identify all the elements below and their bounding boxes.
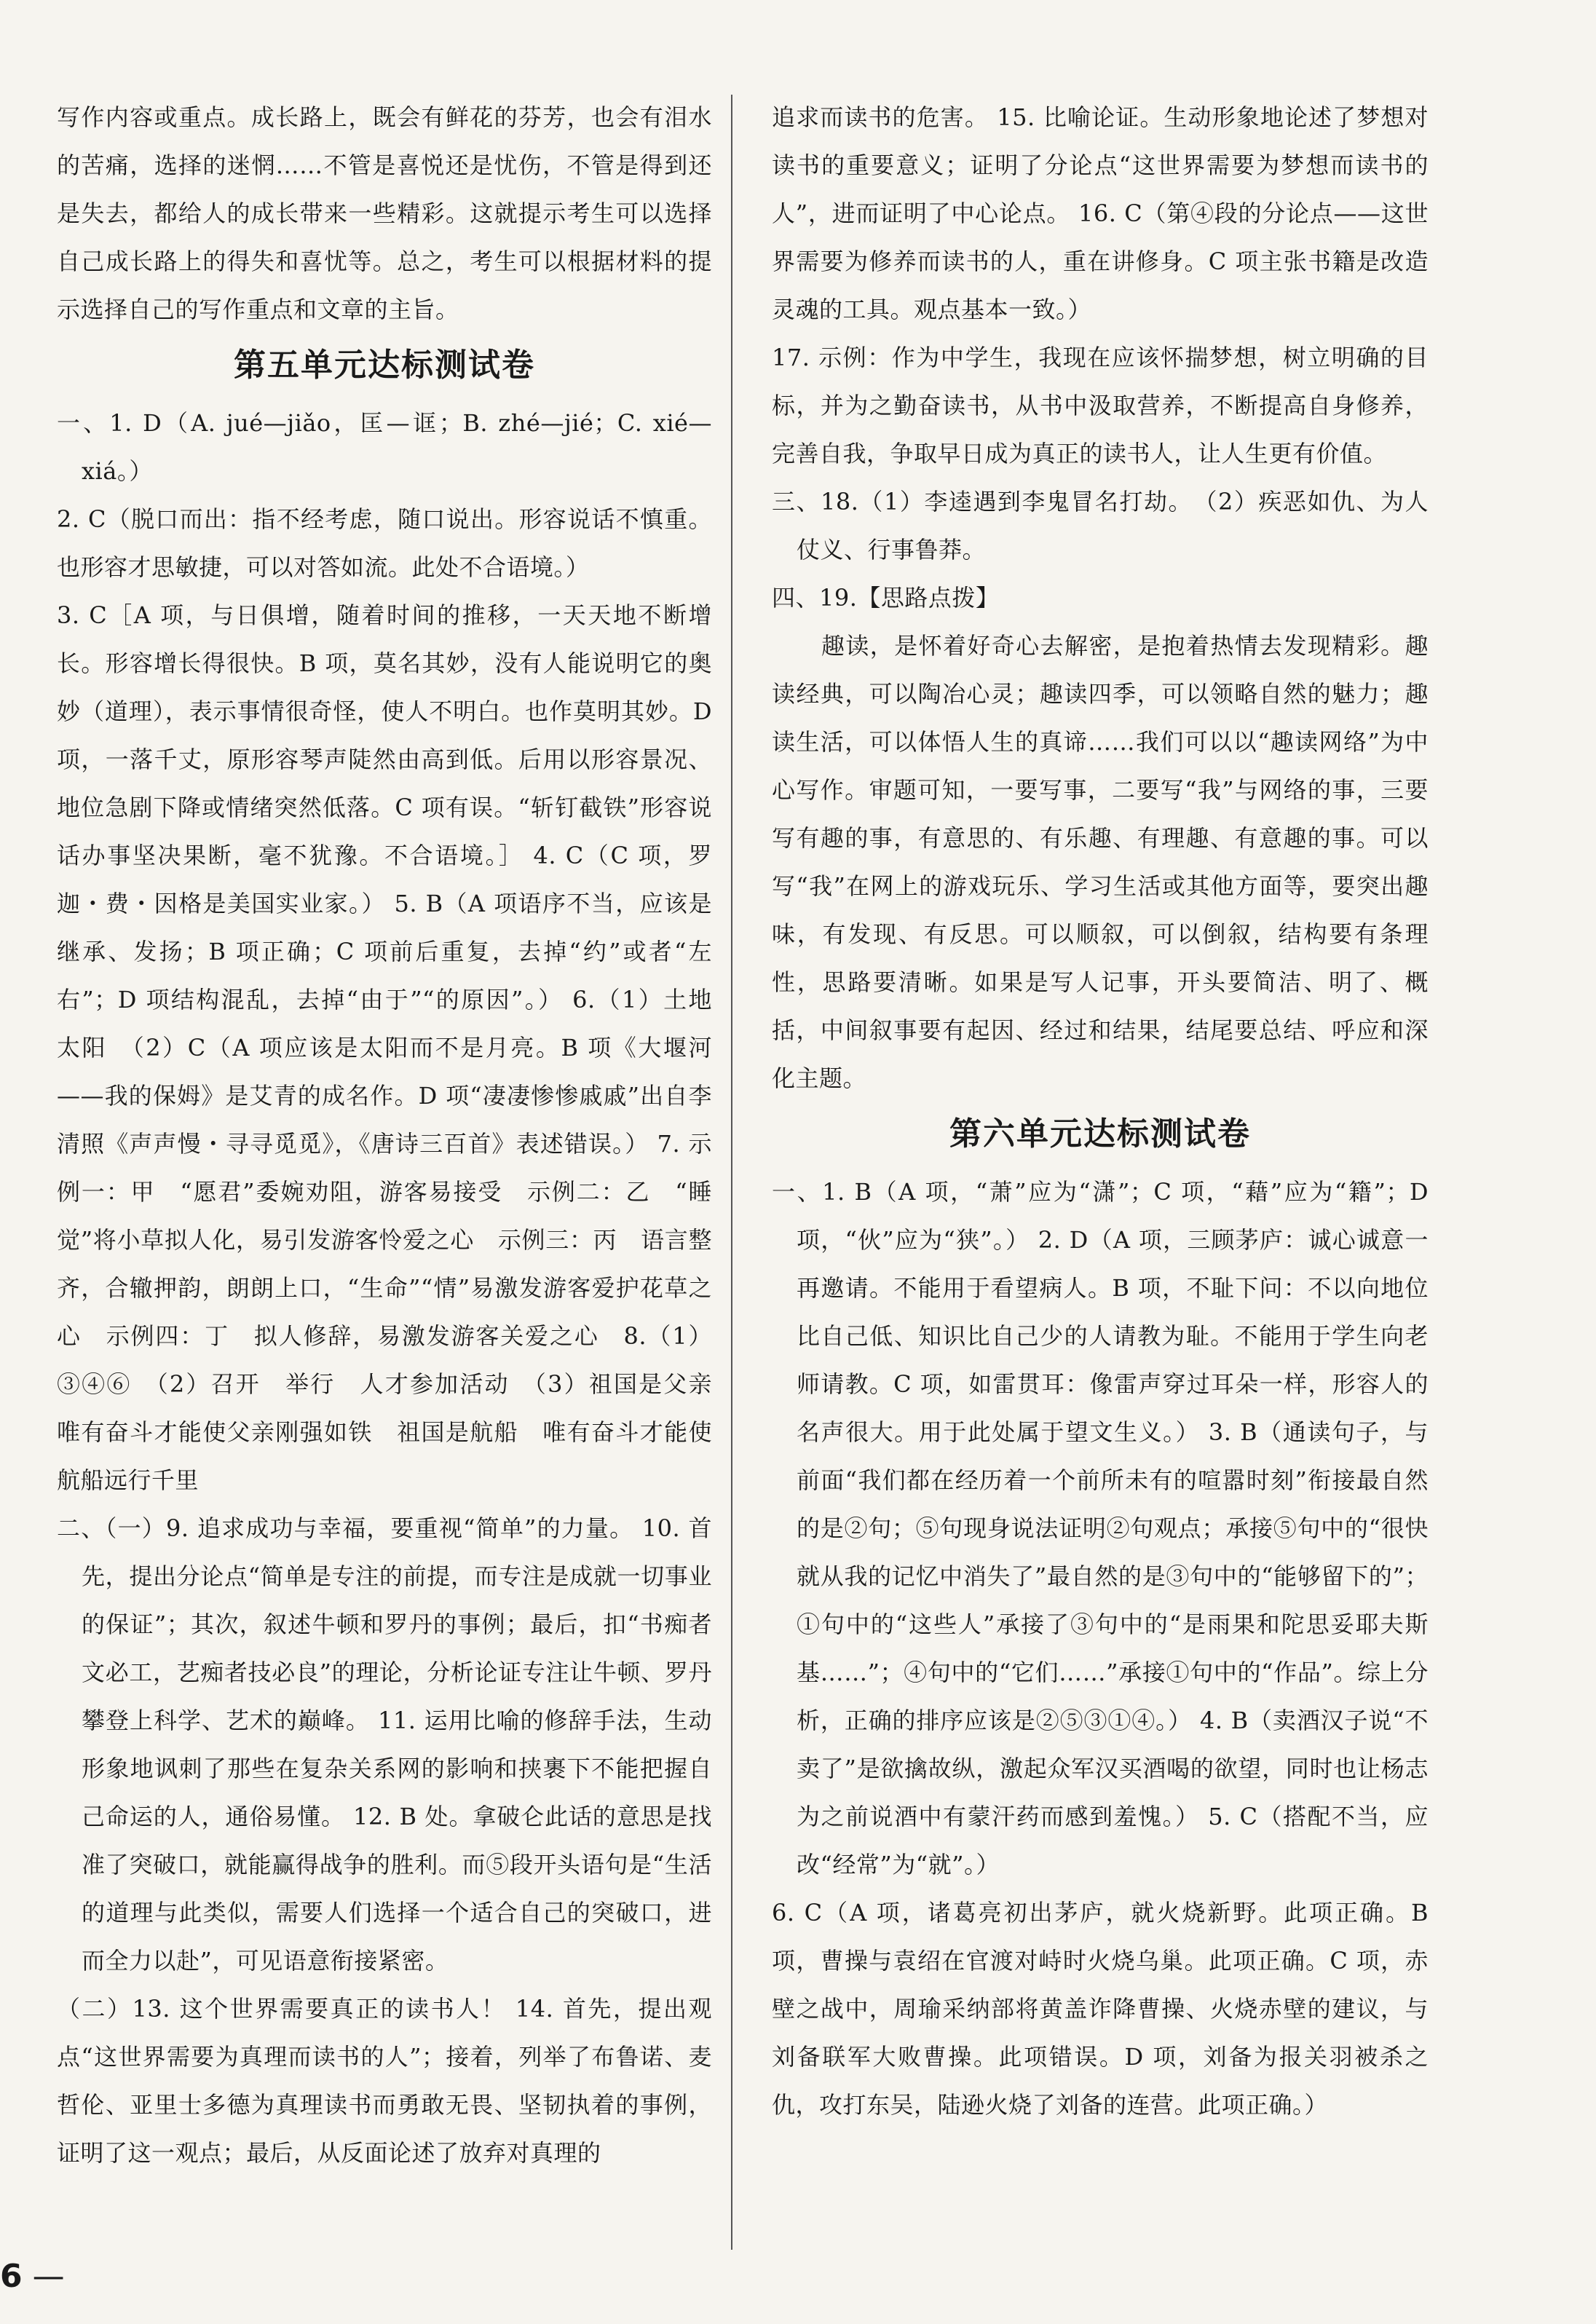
intro-paragraph: 写作内容或重点。成长路上，既会有鲜花的芬芳，也会有泪水的苦痛，选择的迷惘……不管是喜悦还是忧伤，不管是得到还是失去，都给人的成长带来一些精彩。这就提示考生可以选择自己成长路上的得失和喜忧等。总之，考生可以根据材料的提示选择自己的写作重点和文章的主旨。: [57, 103, 712, 323]
u6-answer-6: 6. C（A 项，诸葛亮初出茅庐，就火烧新野。此项正确。B 项，曹操与袁绍在官渡对峙时火烧乌巢。此项正确。C 项，赤壁之战中，周瑜采纳部将黄盖诈降曹操、火烧赤壁的建议，与刘备联军大败曹操。此项错误。D 项，刘备为报关羽被杀之仇，攻打东吴，陆逊火烧了刘备的连营。此项正确。）: [772, 1899, 1429, 2119]
page-number: 6: [0, 2258, 23, 2295]
u6-answers-1-5: 一、1. B（A 项，“萧”应为“潇”；C 项，“藉”应为“籍”；D 项，“伙”应为“狭”。） 2. D（A 项，三顾茅庐：诚心诚意一再邀请。不能用于看望病人。B 项，不耻下问：不以向地位比自己低、知识比自己少的人请教为耻。不能用于学生向老师请教。C 项，如雷贯耳：像雷声穿过耳朵一样，形容人的名声很大。用于此处属于望文生义。） 3. B（通读句子，与前面“我们都在经历着一个前所未有的喧嚣时刻”衔接最自然的是②句；⑤句现身说法证明②句观点；承接⑤句中的“很快就从我的记忆中消失了”最自然的是③句中的“能够留下的”；①句中的“这些人”承接了③句中的“是雨果和陀思妥耶夫斯基……”；④句中的“它们……”承接①句中的“作品”。综上分析，正确的排序应该是②⑤③①④。） 4. B（卖酒汉子说“不卖了”是欲擒故纵，激起众军汉买酒喝的欲望，同时也让杨志为之前说酒中有蒙汗药而感到羞愧。） 5. C（搭配不当，应改“经常”为“就”。）: [772, 1178, 1429, 1878]
unit5-title: 第五单元达标测试卷: [234, 347, 535, 384]
u5-answer-15-16: 追求而读书的危害。 15. 比喻论证。生动形象地论述了梦想对读书的重要意义；证明了分论点“这世界需要为梦想而读书的人”，进而证明了中心论点。 16. C（第④段的分论点——这世界需要为修养而读书的人，重在讲修身。C 项主张书籍是改造灵魂的工具。观点基本一致。）: [772, 103, 1429, 323]
u5-reading-answers-1: 二、（一）9. 追求成功与幸福，要重视“简单”的力量。 10. 首先，提出分论点“简单是专注的前提，而专注是成就一切事业的保证”；其次，叙述牛顿和罗丹的事例；最后，扣“书痴者文必工，艺痴者技必良”的理论，分析论证专注让牛顿、罗丹攀登上科学、艺术的巅峰。 11. 运用比喻的修辞手法，生动形象地讽刺了那些在复杂关系网的影响和挟裹下不能把握自己命运的人，通俗易懂。 12. B 处。拿破仑此话的意思是找准了突破口，就能赢得战争的胜利。而⑤段开头语句是“生活的道理与此类似，需要人们选择一个适合自己的突破口，进而全力以赴”，可见语意衔接紧密。: [57, 1514, 712, 1975]
u5-answer-17: 17. 示例：作为中学生，我现在应该怀揣梦想，树立明确的目标，并为之勤奋读书，从书中汲取营养，不断提高自身修养，完善自我，争取早日成为真正的读书人，让人生更有价值。: [772, 344, 1429, 467]
u5-answer-19-heading: 四、19.【思路点拨】: [772, 584, 1000, 612]
u5-writing-guidance: 趣读，是怀着好奇心去解密，是抱着热情去发现精彩。趣读经典，可以陶冶心灵；趣读四季，可以领略自然的魅力；趣读生活，可以体悟人生的真谛……我们可以以“趣读网络”为中心写作。审题可知，一要写事，二要写“我”与网络的事，三要写有趣的事，有意思的、有乐趣、有理趣、有意趣的事。可以写“我”在网上的游戏玩乐、学习生活或其他方面等，要突出趣味，有发现、有反思。可以顺叙，可以倒叙，结构要有条理性，思路要清晰。如果是写人记事，开头要简洁、明了、概括，中间叙事要有起因、经过和结果，结尾要总结、呼应和深化主题。: [772, 632, 1429, 1092]
right-column: [772, 93, 1429, 2237]
u5-answer-1: 一、1. D（A. jué—jiǎo，匡—诓；B. zhé—jié；C. xié—xiá。）: [57, 409, 712, 485]
column-divider: [731, 95, 732, 2250]
u5-reading-answers-2: （二）13. 这个世界需要真正的读书人！ 14. 首先，提出观点“这世界需要为真理而读书的人”；接着，列举了布鲁诺、麦哲伦、亚里士多德为真理读书而勇敢无畏、坚韧执着的事例，证明了这一观点；最后，从反面论述了放弃对真理的: [57, 1995, 712, 2167]
page-footer: [0, 2258, 65, 2295]
u5-answer-2: 2. C（脱口而出：指不经考虑，随口说出。形容说话不慎重。也形容才思敏捷，可以对答如流。此处不合语境。）: [57, 505, 712, 581]
u5-answer-3-8: 3. C［A 项，与日俱增，随着时间的推移，一天天地不断增长。形容增长得很快。B 项，莫名其妙，没有人能说明它的奥妙（道理），表示事情很奇怪，使人不明白。也作莫明其妙。D 项，一落千丈，原形容琴声陡然由高到低。后用以形容景况、地位急剧下降或情绪突然低落。C 项有误。“斩钉截铁”形容说话办事坚决果断，毫不犹豫。不合语境。］ 4. C（C 项，罗迦・费・因格是美国实业家。） 5. B（A 项语序不当，应该是继承、发扬；B 项正确；C 项前后重复，去掉“约”或者“左右”；D 项结构混乱，去掉“由于”“的原因”。） 6.（1）土地 太阳 （2）C（A 项应该是太阳而不是月亮。B 项《大堰河——我的保姆》是艾青的成名作。D 项“凄凄惨惨戚戚”出自李清照《声声慢・寻寻觅觅》，《唐诗三百首》表述错误。） 7. 示例一：甲 “愿君”委婉劝阻，游客易接受 示例二：乙 “睡觉”将小草拟人化，易引发游客怜爱之心 示例三：丙 语言整齐，合辙押韵，朗朗上口，“生命”“情”易激发游客爱护花草之心 示例四：丁 拟人修辞，易激发游客关爱之心 8.（1）③④⑥ （2）召开 举行 人才参加活动 （3）祖国是父亲 唯有奋斗才能使父亲刚强如铁 祖国是航船 唯有奋斗才能使航船远行千里: [57, 601, 736, 1494]
unit6-title: 第六单元达标测试卷: [949, 1115, 1251, 1153]
footer-dash: —: [32, 2258, 65, 2295]
u5-answer-18: 三、18.（1）李逵遇到李鬼冒名打劫。 （2）疾恶如仇、为人仗义、行事鲁莽。: [772, 488, 1429, 564]
left-column: [57, 93, 736, 2237]
